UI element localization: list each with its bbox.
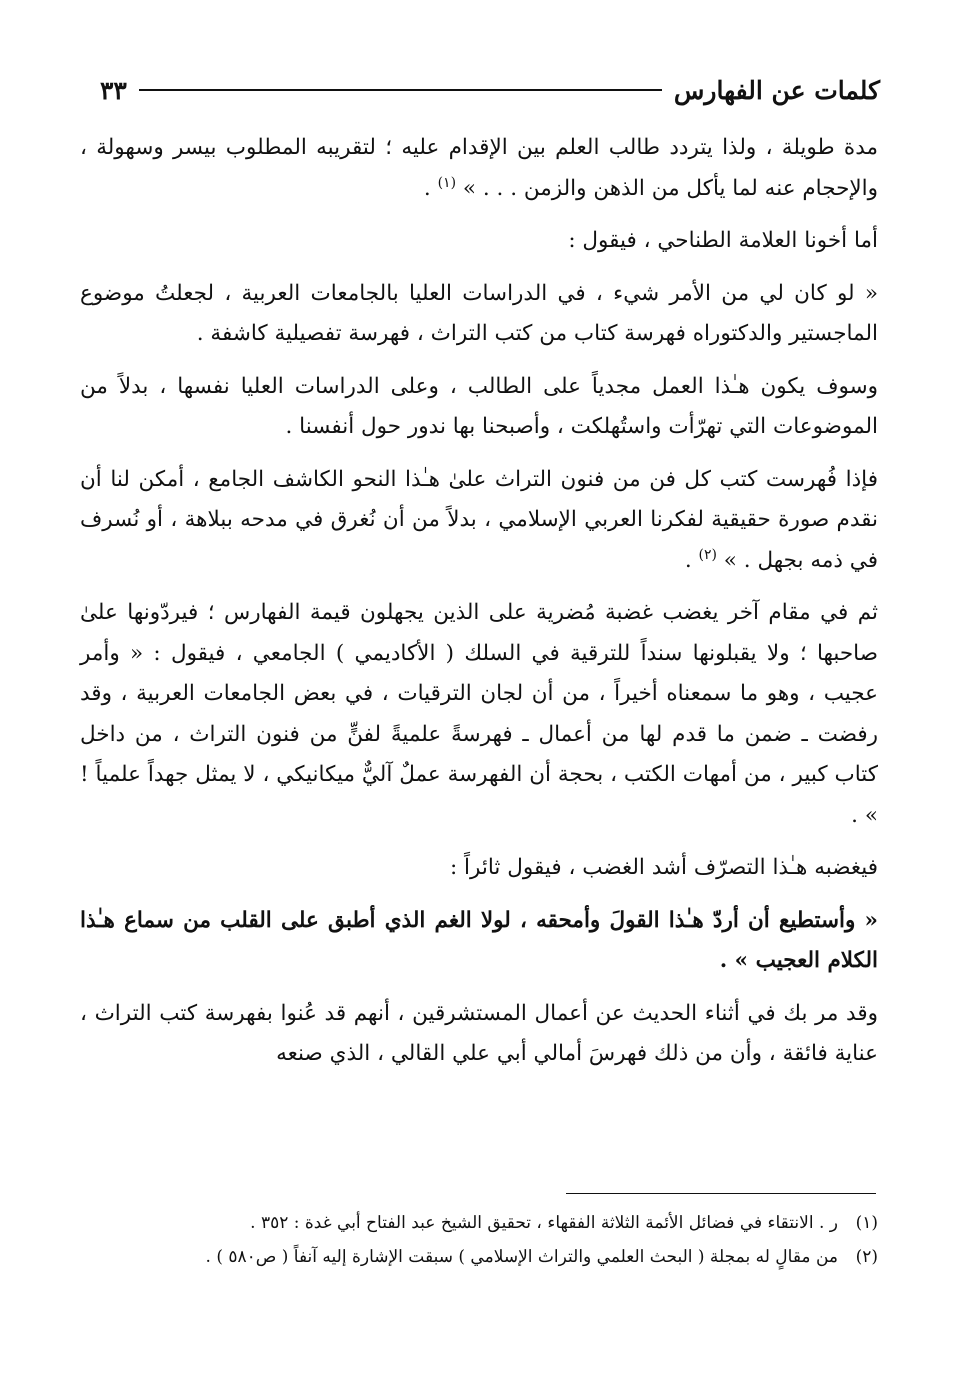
paragraph-1 xyxy=(80,128,878,209)
paragraph-5 xyxy=(80,460,878,582)
footnote-1-number: (١) xyxy=(855,1213,878,1233)
footnote-ref-2: (٢) xyxy=(698,546,717,563)
footnote-1 xyxy=(80,1206,878,1240)
footnote-2-number: (٢) xyxy=(855,1247,878,1267)
footnote-2-text: من مقالٍ له بمجلة ( البحث العلمي والتراث الإسلامي ) سبقت الإشارة إليه آنفاً ( ص٥٨٠ ) . xyxy=(205,1247,838,1267)
paragraph-9: وقد مر بك في أثناء الحديث عن أعمال المستشرقين ، أنهم قد عُنوا بفهرسة كتب التراث ، عناية فائقة ، وأن من ذلك فهرسَ أمالي أبي علي القالي ، الذي صنعه xyxy=(80,1000,878,1066)
paragraph-3: « لو كان لي من الأمر شيء ، في الدراسات العليا بالجامعات العربية ، لجعلتُ موضوع الماجستير والدكتوراه فهرسة كتاب من كتب التراث ، فهرسة تفصيلية كاشفة . xyxy=(80,280,878,346)
running-head xyxy=(100,72,880,108)
page-number: ٣٣ xyxy=(100,75,127,105)
footnotes xyxy=(80,1206,878,1274)
body-text xyxy=(80,128,878,1087)
paragraph-1-end: . xyxy=(423,175,438,201)
paragraph-4: وسوف يكون هـٰذا العمل مجدياً على الطالب ، وعلى الدراسات العليا نفسها ، بدلاً من الموضوعات التي تهرّأت واستُهلكت ، وأصبحنا بها ندور حول أنفسنا . xyxy=(80,373,878,439)
running-title: كلمات عن الفهارس xyxy=(673,75,880,105)
paragraph-1-text: مدة طويلة ، ولذا يتردد طالب العلم بين الإقدام عليه ؛ لتقريبه المطلوب بيسر وسهولة ، والإحجام عنه لما يأكل من الذهن والزمن . . . » xyxy=(80,135,878,201)
paragraph-2: أما أخونا العلامة الطناحي ، فيقول : xyxy=(568,228,878,253)
header-rule xyxy=(139,89,662,91)
paragraph-7: فيغضبه هـٰذا التصرّف أشد الغضب ، فيقول ثائراً : xyxy=(449,855,878,880)
footnote-ref-1: (١) xyxy=(437,174,457,191)
footnote-rule xyxy=(566,1193,876,1194)
footnote-1-text: ر . الانتقاء في فضائل الأئمة الثلاثة الفقهاء ، تحقيق الشيخ عبد الفتاح أبي غدة : ٣٥٢ . xyxy=(250,1213,838,1233)
paragraph-5-end: . xyxy=(684,547,699,573)
footnote-2 xyxy=(80,1240,878,1274)
paragraph-5-text: فإذا فُهرست كتب كل فن من فنون التراث علىٰ هـٰذا النحو الكاشف الجامع ، أمكن لنا أن نقدم صورة حقيقية لفكرنا العربي الإسلامي ، بدلاً من أن نُغرق في مدحه ببلاهة ، أو نُسرف في ذمه بجهل . » xyxy=(80,466,878,573)
paragraph-6: ثم في مقام آخر يغضب غضبة مُضرية على الذين يجهلون قيمة الفهارس ؛ فيردّونها علىٰ صاحبها ؛ ولا يقبلونها سنداً للترقية في السلك ( الأكاديمي ) الجامعي ، فيقول : « وأمر عجيب ، وهو ما سمعناه أخيراً ، من أن لجان الترقيات ، في بعض الجامعات العربية ، وقد رفضت ـ ضمن ما قدم لها من أعمال ـ فهرسةً علميةً لفنٍّ من فنون التراث ، من داخل كتاب كبير ، من أمهات الكتب ، بحجة أن الفهرسة عملٌ آليٌّ ميكانيكي ، لا يمثل جهداً علمياً ! » . xyxy=(80,600,878,828)
paragraph-8-bold-quote: « وأستطيع أن أردّ هـٰذا القولَ وأمحقه ، لولا الغم الذي أطبق على القلب من سماع هـٰذا الكلام العجيب » . xyxy=(80,907,878,973)
